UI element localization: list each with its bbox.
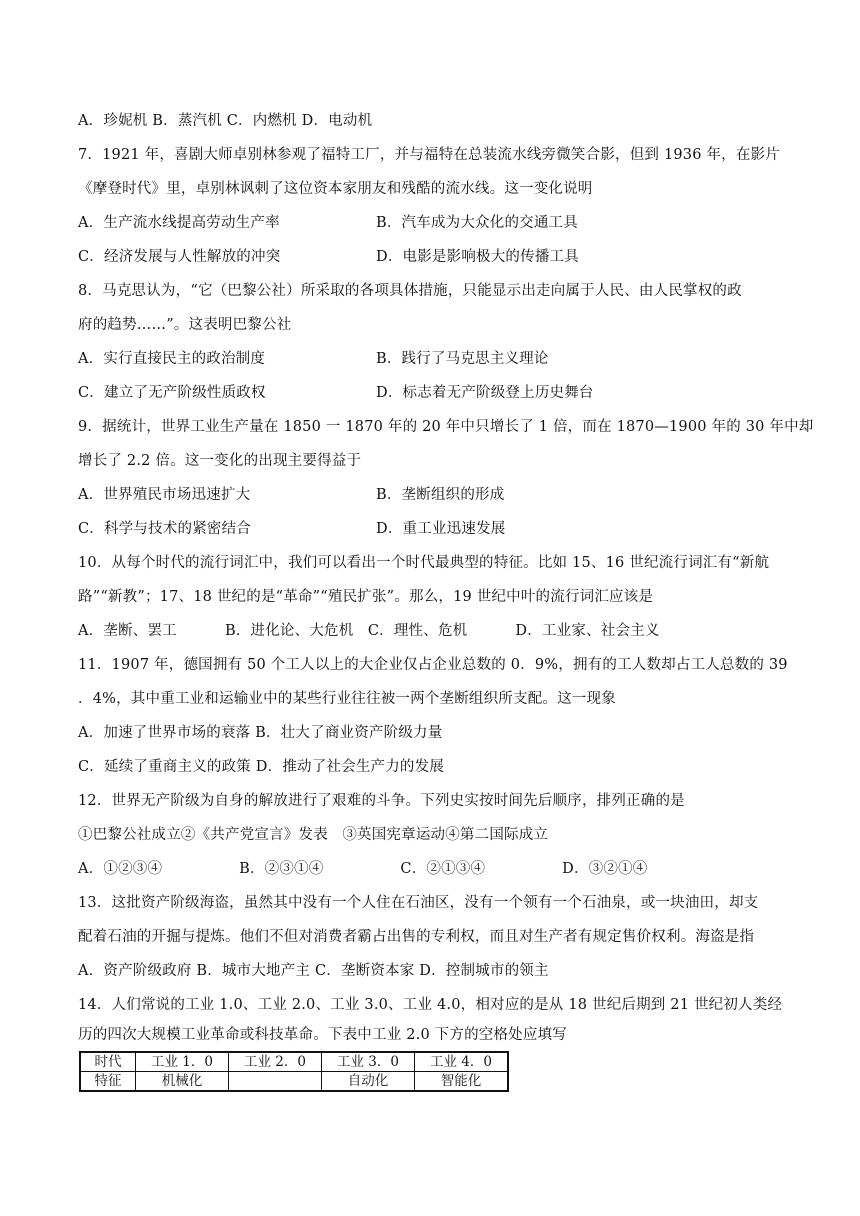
q10-stem-line2: 路”“新教”；17、18 世纪的是“革命”“殖民扩张”。那么，19 世纪中叶的流行词汇应该是 — [78, 589, 654, 605]
q8-stem-line2: 府的趋势……”。这表明巴黎公社 — [78, 317, 292, 333]
q12-options: A．①②③④ B．②③①④ C．②①③④ D．③②①④ — [78, 861, 648, 877]
table-row — [80, 1072, 508, 1092]
q8-option-d: D．标志着无产阶级登上历史舞台 — [376, 385, 594, 401]
q7-stem-line1: 7．1921 年，喜剧大师卓别林参观了福特工厂，并与福特在总装流水线旁微笑合影，但到 1936 年，在影片 — [78, 147, 780, 163]
q9-stem-line2: 增长了 2.2 倍。这一变化的出现主要得益于 — [78, 453, 362, 469]
q13-stem-line2: 配着石油的开掘与提炼。他们不但对消费者霸占出售的专利权，而且对生产者有规定售价权利。海盗是指 — [78, 929, 755, 945]
table-cell: 时代 — [80, 1052, 136, 1072]
table-cell: 自动化 — [322, 1072, 415, 1092]
q7-stem-line2: 《摩登时代》里，卓别林讽刺了这位资本家朋友和残酷的流水线。这一变化说明 — [78, 181, 593, 197]
q7-option-d: D．电影是影响极大的传播工具 — [376, 249, 579, 265]
q8-option-c: C．建立了无产阶级性质政权 — [78, 385, 266, 401]
q9-option-a: A．世界殖民市场迅速扩大 — [78, 487, 251, 503]
q11-stem-line1: 11．1907 年，德国拥有 50 个工人以上的大企业仅占企业总数的 0．9%，拥有的工人数却占工人总数的 39 — [78, 657, 788, 673]
q9-stem-line1: 9．据统计，世界工业生产量在 1850 一 1870 年的 20 年中只增长了 1 倍，而在 1870—1900 年的 30 年中却 — [78, 419, 814, 435]
q8-option-a: A．实行直接民主的政治制度 — [78, 351, 266, 367]
q11-stem-line2: ．4%，其中重工业和运输业中的某些行业往往被一两个垄断组织所支配。这一现象 — [78, 691, 616, 707]
q6-options: A．珍妮机 B．蒸汽机 C．内燃机 D．电动机 — [78, 113, 373, 129]
q8-stem-line1: 8．马克思认为，“它（巴黎公社）所采取的各项具体措施，只能显示出走向属于人民、由人民掌权的政 — [78, 283, 742, 299]
q7-option-a: A．生产流水线提高劳动生产率 — [78, 215, 280, 231]
table-cell: 工业 3．0 — [322, 1052, 415, 1072]
q10-stem-line1: 10．从每个时代的流行词汇中，我们可以看出一个时代最典型的特征。比如 15、16 世纪流行词汇有“新航 — [78, 555, 770, 571]
q11-options-line1: A．加速了世界市场的衰落 B．壮大了商业资产阶级力量 — [78, 725, 443, 741]
q10-options: A．垄断、罢工 B．进化论、大危机 C．理性、危机 D．工业家、社会主义 — [78, 623, 660, 639]
q13-stem-line1: 13．这批资产阶级海盗，虽然其中没有一个人住在石油区，没有一个领有一个石油泉，或一块油田，却支 — [78, 895, 759, 911]
q9-option-d: D．重工业迅速发展 — [376, 521, 506, 537]
q7-option-b: B．汽车成为大众化的交通工具 — [376, 215, 578, 231]
q14-stem-line2: 历的四次大规模工业革命或科技革命。下表中工业 2.0 下方的空格处应填写 — [78, 1027, 567, 1043]
table-cell: 工业 1．0 — [136, 1052, 229, 1072]
table-cell: 机械化 — [136, 1072, 229, 1092]
table-cell: 智能化 — [415, 1072, 509, 1092]
table-cell: 特征 — [80, 1072, 136, 1092]
q12-events: ①巴黎公社成立②《共产党宣言》发表 ③英国宪章运动④第二国际成立 — [78, 827, 549, 843]
table-cell: 工业 2．0 — [229, 1052, 322, 1072]
q13-options: A．资产阶级政府 B．城市大地产主 C．垄断资本家 D．控制城市的领主 — [78, 963, 549, 979]
industry-era-table — [79, 1051, 509, 1092]
q8-option-b: B．践行了马克思主义理论 — [376, 351, 549, 367]
table-row — [80, 1052, 508, 1072]
q11-options-line2: C．延续了重商主义的政策 D．推动了社会生产力的发展 — [78, 759, 445, 775]
q9-option-c: C．科学与技术的紧密结合 — [78, 521, 251, 537]
q9-option-b: B．垄断组织的形成 — [376, 487, 505, 503]
q12-stem: 12．世界无产阶级为自身的解放进行了艰难的斗争。下列史实按时间先后顺序，排列正确的是 — [78, 793, 685, 809]
q14-stem-line1: 14．人们常说的工业 1.0、工业 2.0、工业 3.0、工业 4.0，相对应的是从 18 世纪后期到 21 世纪初人类经 — [78, 997, 783, 1013]
table-cell-blank — [229, 1072, 322, 1092]
table-cell: 工业 4．0 — [415, 1052, 509, 1072]
q7-option-c: C．经济发展与人性解放的冲突 — [78, 249, 281, 265]
